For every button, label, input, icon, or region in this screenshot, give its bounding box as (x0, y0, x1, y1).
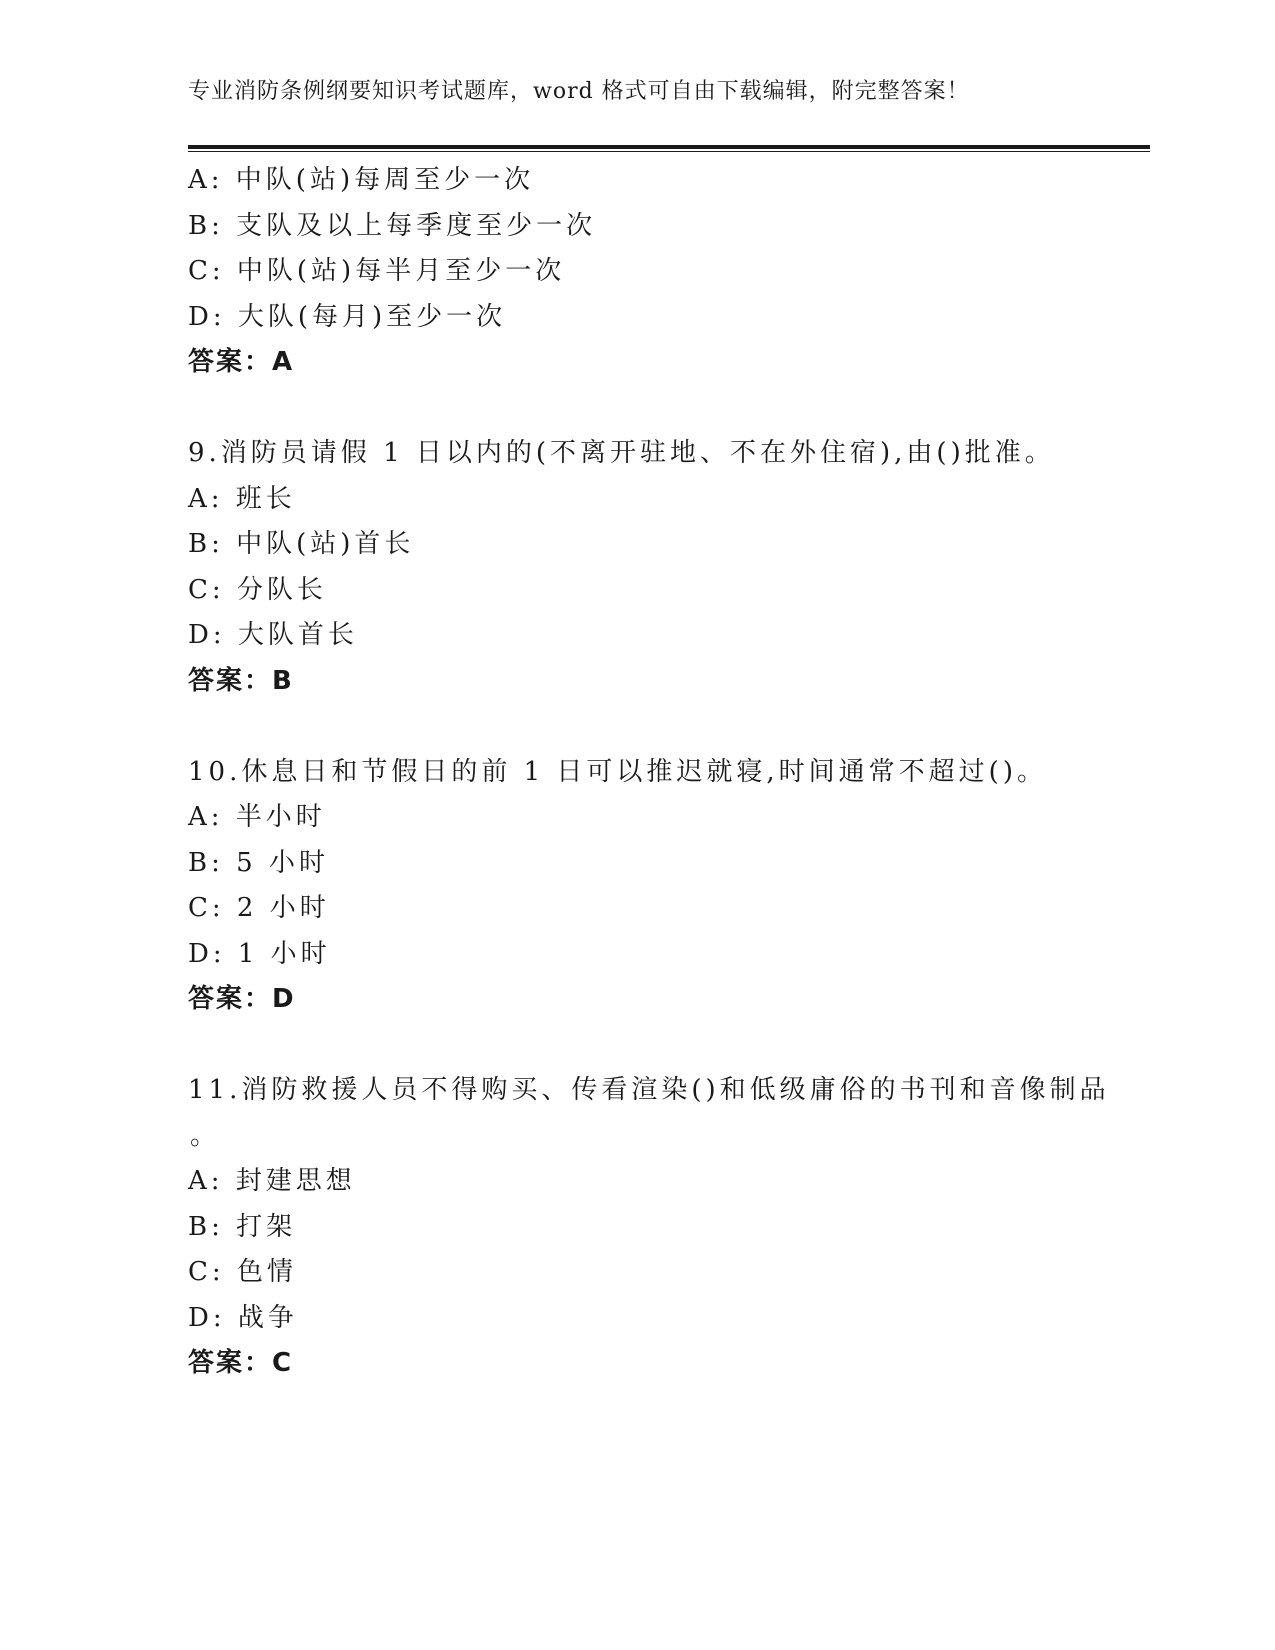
answer: 答案：C (188, 1348, 294, 1378)
question-text: 9.消防员请假 1 日以内的(不离开驻地、不在外住宿),由()批准。 (188, 438, 1055, 468)
option-b: B: 中队(站)首长 (188, 529, 415, 559)
option-d: D: 大队(每月)至少一次 (188, 301, 507, 332)
option-b: B: 5 小时 (188, 847, 329, 878)
question-9 (188, 431, 1148, 704)
answer: 答案：B (188, 665, 294, 696)
header-rule-thick (188, 145, 1150, 149)
question-10 (188, 750, 1148, 1023)
header-rule-thin (188, 151, 1150, 152)
answer: 答案：A (188, 347, 295, 377)
question-8 (188, 158, 1148, 386)
question-text: 11.消防救援人员不得购买、传看渲染()和低级庸俗的书刊和音像制品 (188, 1075, 1110, 1105)
question-text: 10.休息日和节假日的前 1 日可以推迟就寝,时间通常不超过()。 (188, 756, 1047, 787)
option-d: D: 战争 (188, 1302, 298, 1333)
option-c: C: 中队(站)每半月至少一次 (188, 256, 566, 286)
question-11 (188, 1068, 1148, 1387)
option-b: B: 支队及以上每季度至少一次 (188, 210, 597, 241)
option-c: C: 色情 (188, 1257, 297, 1287)
option-a: A: 中队(站)每周至少一次 (188, 165, 535, 195)
answer: 答案：D (188, 984, 296, 1014)
option-a: A: 封建思想 (188, 1166, 356, 1196)
option-c: C: 分队长 (188, 574, 327, 605)
option-c: C: 2 小时 (188, 893, 330, 923)
option-b: B: 打架 (188, 1211, 297, 1242)
question-list (188, 158, 1148, 1387)
document-header: 专业消防条例纲要知识考试题库，word 格式可自由下载编辑，附完整答案！ (188, 79, 970, 104)
option-a: A: 半小时 (188, 802, 326, 832)
option-a: A: 班长 (188, 483, 296, 514)
option-d: D: 1 小时 (188, 938, 331, 969)
question-text-continuation: 。 (190, 1120, 217, 1151)
option-d: D: 大队首长 (188, 620, 358, 650)
